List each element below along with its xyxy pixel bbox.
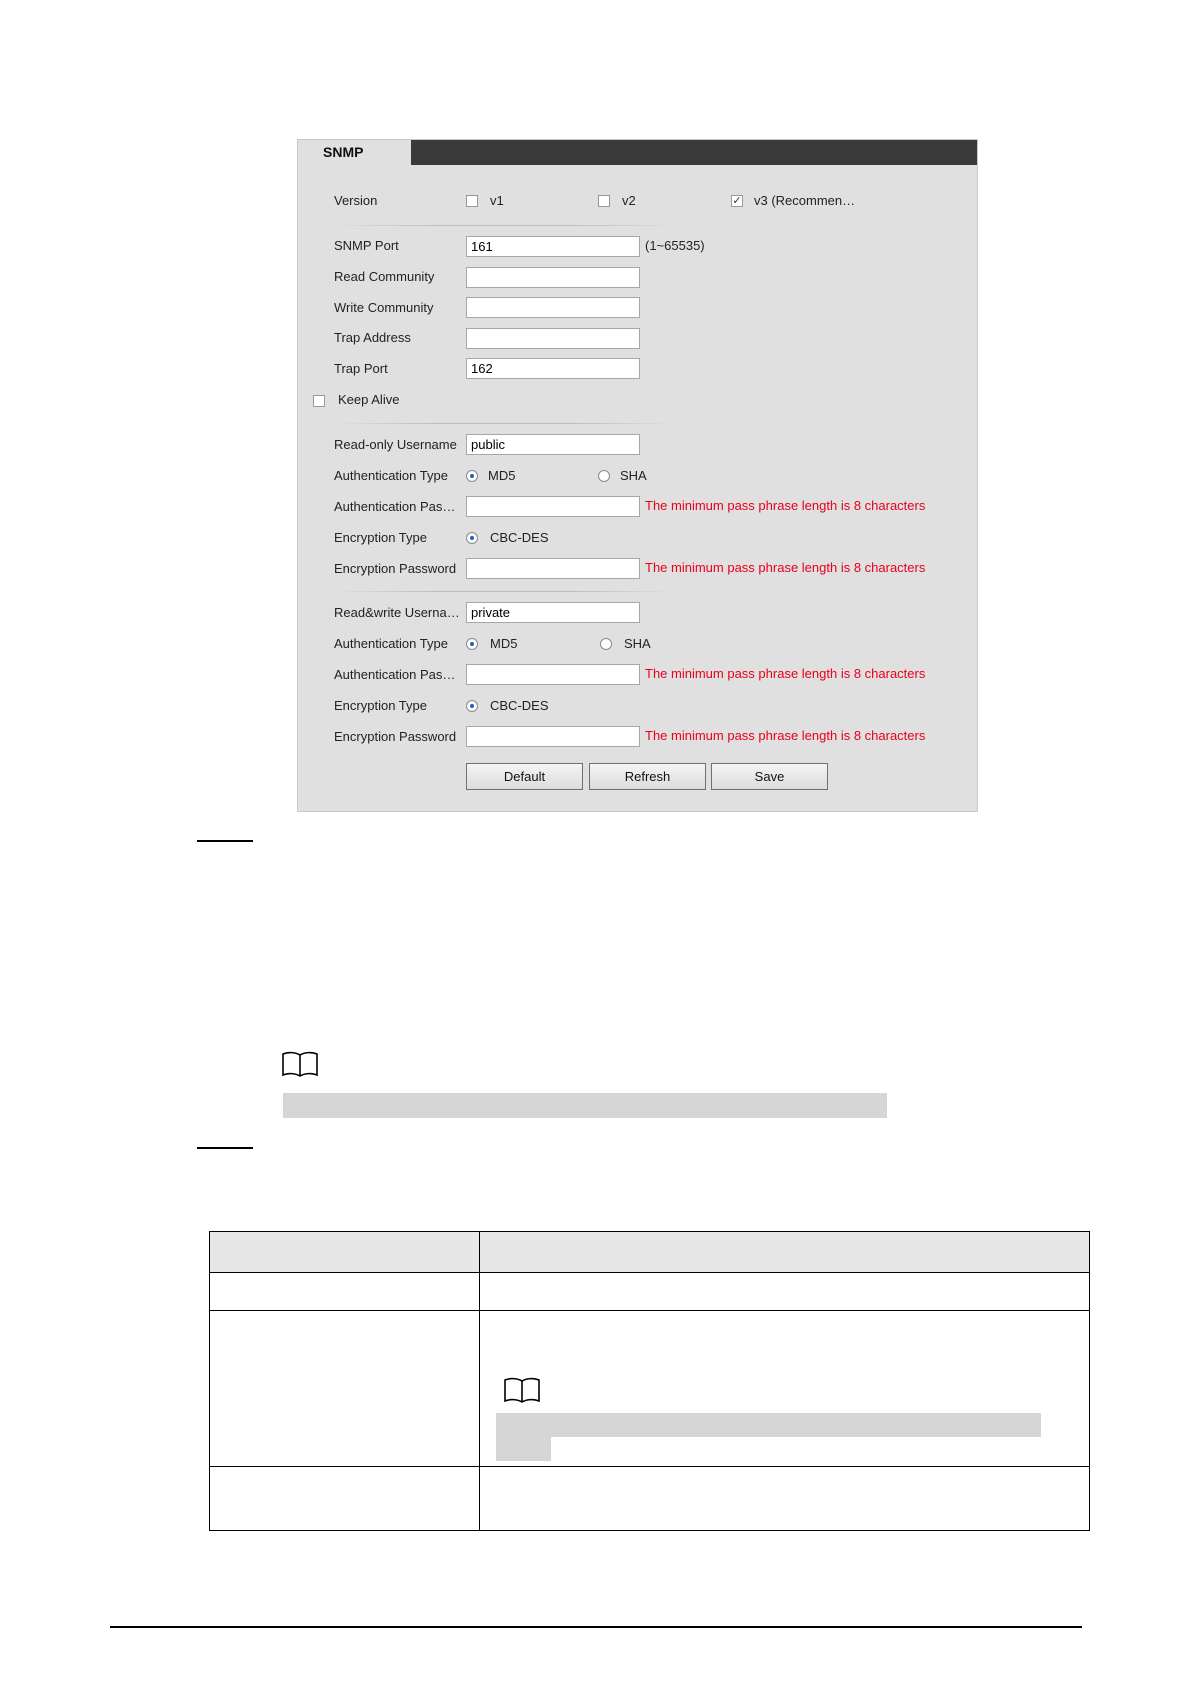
divider <box>334 225 674 226</box>
step-marker-line <box>197 840 253 842</box>
note-text-bar <box>496 1437 551 1461</box>
footer-rule <box>110 1626 1082 1628</box>
trap-port-label: Trap Port <box>334 361 388 376</box>
readwrite-auth-sha-radio[interactable] <box>600 638 612 650</box>
tab-snmp[interactable]: SNMP <box>298 140 411 167</box>
readwrite-auth-md5-radio[interactable] <box>466 638 478 650</box>
version-label: Version <box>334 193 378 208</box>
trap-port-input[interactable]: 162 <box>466 358 640 379</box>
table-row <box>210 1467 1090 1531</box>
version-v2-checkbox[interactable] <box>598 195 610 207</box>
table-header-cell <box>480 1232 1090 1273</box>
readonly-enc-type-label: Encryption Type <box>334 530 427 545</box>
divider <box>334 591 674 592</box>
save-button[interactable]: Save <box>711 763 828 790</box>
note-text-bar <box>283 1093 887 1118</box>
book-note-icon <box>503 1376 541 1404</box>
table-row <box>210 1273 1090 1311</box>
table-header-cell <box>210 1232 480 1273</box>
readonly-auth-pass-input[interactable] <box>466 496 640 517</box>
readonly-enc-pass-input[interactable] <box>466 558 640 579</box>
readwrite-enc-pass-error: The minimum pass phrase length is 8 characters <box>645 728 926 743</box>
version-v3-label: v3 (Recommen… <box>754 193 856 208</box>
readwrite-username-input[interactable]: private <box>466 602 640 623</box>
readonly-auth-pass-label: Authentication Pas… <box>334 499 456 514</box>
table-cell <box>210 1311 480 1467</box>
table-cell <box>210 1273 480 1311</box>
version-v3-checkbox[interactable]: ✓ <box>732 195 742 207</box>
default-button[interactable]: Default <box>466 763 583 790</box>
readonly-auth-md5-radio[interactable] <box>466 470 478 482</box>
readwrite-enc-type-label: Encryption Type <box>334 698 427 713</box>
readwrite-enc-cbcdes-label: CBC-DES <box>490 698 549 713</box>
readonly-auth-type-label: Authentication Type <box>334 468 448 483</box>
readwrite-auth-sha-label: SHA <box>624 636 651 651</box>
snmp-port-input[interactable]: 161 <box>466 236 640 257</box>
readonly-enc-cbcdes-radio[interactable] <box>466 532 478 544</box>
snmp-panel <box>297 139 978 812</box>
write-community-label: Write Community <box>334 300 434 315</box>
step-marker-line <box>197 1147 253 1149</box>
table-cell <box>480 1311 1090 1467</box>
refresh-button[interactable]: Refresh <box>589 763 706 790</box>
readwrite-enc-pass-label: Encryption Password <box>334 729 457 744</box>
readwrite-auth-type-label: Authentication Type <box>334 636 448 651</box>
readwrite-auth-md5-label: MD5 <box>490 636 518 651</box>
write-community-input[interactable] <box>466 297 640 318</box>
note-text-bar <box>496 1413 1041 1437</box>
readonly-auth-pass-error: The minimum pass phrase length is 8 characters <box>645 498 926 513</box>
book-note-icon <box>281 1050 319 1078</box>
keep-alive-label: Keep Alive <box>338 392 400 407</box>
readwrite-enc-cbcdes-radio[interactable] <box>466 700 478 712</box>
readonly-auth-md5-label: MD5 <box>488 468 516 483</box>
version-v1-label: v1 <box>490 193 504 208</box>
readwrite-enc-pass-input[interactable] <box>466 726 640 747</box>
parameter-table <box>209 1231 1090 1531</box>
version-v1-checkbox[interactable] <box>466 195 478 207</box>
readonly-enc-pass-error: The minimum pass phrase length is 8 characters <box>645 560 926 575</box>
readwrite-auth-pass-input[interactable] <box>466 664 640 685</box>
readwrite-auth-pass-error: The minimum pass phrase length is 8 characters <box>645 666 926 681</box>
readonly-enc-pass-label: Encryption Password <box>334 561 457 576</box>
readonly-username-label: Read-only Username <box>334 437 457 452</box>
readonly-auth-sha-label: SHA <box>620 468 647 483</box>
readwrite-auth-pass-label: Authentication Pas… <box>334 667 456 682</box>
readonly-enc-cbcdes-label: CBC-DES <box>490 530 549 545</box>
divider <box>334 423 674 424</box>
table-row <box>210 1311 1090 1467</box>
read-community-input[interactable] <box>466 267 640 288</box>
table-cell <box>480 1273 1090 1311</box>
readonly-username-input[interactable]: public <box>466 434 640 455</box>
readwrite-username-label: Read&write Userna… <box>334 605 460 620</box>
table-cell <box>210 1467 480 1531</box>
trap-address-label: Trap Address <box>334 330 411 345</box>
snmp-port-range-hint: (1~65535) <box>645 238 705 253</box>
read-community-label: Read Community <box>334 269 435 284</box>
readonly-auth-sha-radio[interactable] <box>598 470 610 482</box>
snmp-port-label: SNMP Port <box>334 238 399 253</box>
version-v2-label: v2 <box>622 193 636 208</box>
trap-address-input[interactable] <box>466 328 640 349</box>
table-cell <box>480 1467 1090 1531</box>
table-header-row <box>210 1232 1090 1273</box>
keep-alive-checkbox[interactable] <box>313 395 325 407</box>
